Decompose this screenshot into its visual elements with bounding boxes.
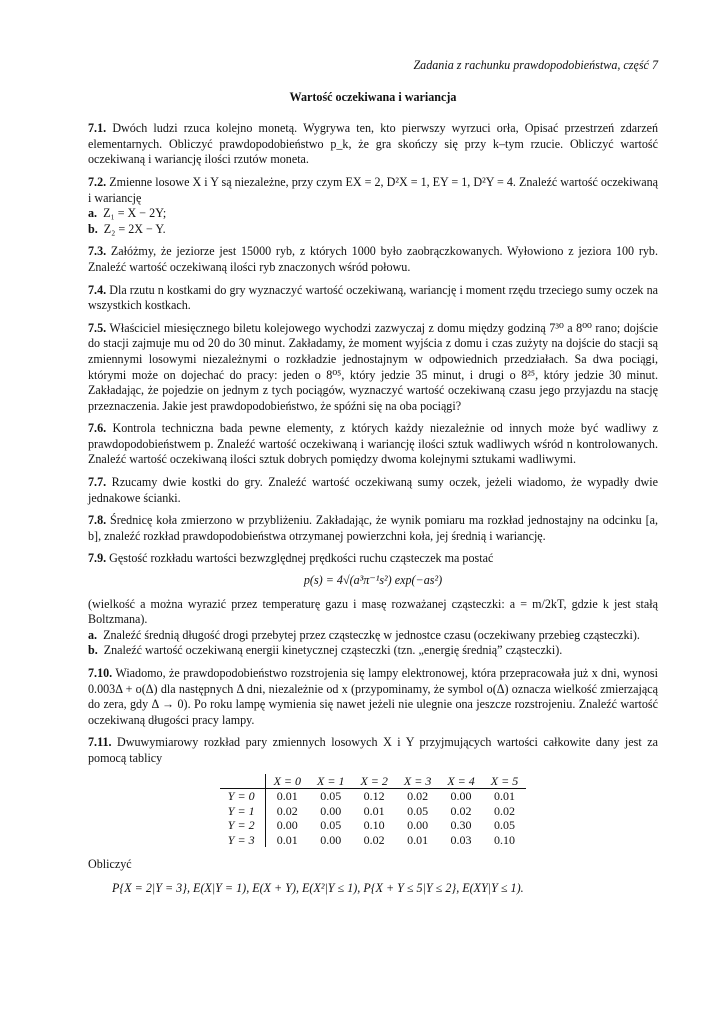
table-cell: 0.00 <box>276 818 298 833</box>
column-header: X = 5 <box>483 774 526 789</box>
problem-7-5 <box>88 321 658 415</box>
table-row <box>220 833 526 848</box>
problem-7-4 <box>88 283 658 314</box>
problem-number: 7.4. <box>88 282 107 297</box>
problem-number: 7.8. <box>88 513 107 528</box>
problem-text: Kontrola techniczna bada pewne elementy, z których każdy niezależnie od innych może być wadliwy z prawdopodobieństwem p. Znaleźć wartość oczekiwaną i wariancję ilości sztuk wadliwych wśród n kontrolowanych. Znaleźć wartość oczekiwaną ilości sztuk dobrych pomiędzy dwoma kolejnymi sztukami wadliwymi. <box>88 421 659 467</box>
problem-text: Wiadomo, że prawdopodobieństwo rozstrojenia się lampy elektronowej, która przepracowała już x dni, wynosi 0.003Δ + o(Δ) dla następnych Δ dni, niezależnie od x (przypominamy, że symbol o(Δ) oznacza wielkość zmierzającą do zera, gdy Δ → 0). Po roku lampę wymienia się nawet jeżeli nie ulegnie ona jeszcze rozstrojeniu. Znaleźć wartość oczekiwaną długości pracy lampy. <box>88 666 658 727</box>
compute-label: Obliczyć <box>88 857 132 872</box>
subpoint-text: Z₁ = X − 2Y; <box>103 206 167 221</box>
problem-7-7 <box>88 475 658 506</box>
problem-text: Dla rzutu n kostkami do gry wyznaczyć wartość oczekiwaną, wariancję i moment rzędu trzeciego sumy oczek na wszystkich kostkach. <box>88 282 658 313</box>
problem-number: 7.11. <box>88 735 112 750</box>
page-title: Wartość oczekiwana i wariancja <box>289 89 457 104</box>
table-cell: 0.05 <box>320 789 342 804</box>
table-cell: 0.01 <box>276 789 298 804</box>
table-cell: 0.02 <box>493 803 515 818</box>
table-cell: 0.01 <box>363 803 385 818</box>
table-cell: 0.00 <box>407 818 429 833</box>
problem-note: (wielkość a można wyrazić przez temperaturę gazu i masę rozważanej cząsteczki: a = m/2kT, gdzie k jest stałą Boltzmana). <box>88 596 658 627</box>
page-header: Zadania z rachunku prawdopodobieństwa, część 7 <box>413 58 658 72</box>
subpoint-label: b. <box>88 221 98 236</box>
table-cell: 0.02 <box>407 789 429 804</box>
problem-7-9 <box>88 551 658 659</box>
problem-number: 7.1. <box>88 121 107 136</box>
table-cell: 0.12 <box>363 789 385 804</box>
table-cell: 0.02 <box>363 832 385 847</box>
column-header: X = 0 <box>265 774 309 789</box>
problem-7-6 <box>88 421 658 468</box>
problem-text: Załóżmy, że jeziorze jest 15000 ryb, z których 1000 było zaobrączkowanych. Wyłowiono z jeziora 100 ryb. Znaleźć wartość oczekiwaną ilości ryb znaczonych wśród połowu. <box>88 244 659 274</box>
table-cell: 0.00 <box>450 789 472 804</box>
subpoint-label: b. <box>88 643 98 658</box>
problem-text: Dwóch ludzi rzuca kolejno monetą. Wygrywa ten, kto pierwszy wyrzuci orła, Opisać przestrzeń zdarzeń elementarnych. Obliczyć prawdopodobieństwo p_k, że gra skończy się przy k–tym rzucie. Obliczyć wartość oczekiwaną i wariancję ilości rzutów moneta. <box>88 121 658 167</box>
problem-text: Rzucamy dwie kostki do gry. Znaleźć wartość oczekiwaną sumy oczek, jeżeli wiadomo, że wypadły dwie jednakowe ścianki. <box>88 475 658 505</box>
subpoint-text: Znaleźć wartość oczekiwaną energii kinetycznej cząsteczki (tzn. „energię średnią” cząsteczki). <box>103 643 563 658</box>
column-header: X = 2 <box>352 774 395 789</box>
problem-number: 7.3. <box>88 244 107 259</box>
problem-number: 7.6. <box>88 421 107 436</box>
problem-text: Dwuwymiarowy rozkład pary zmiennych losowych X i Y przyjmujących wartości całkowite dany jest za pomocą tablicy <box>88 735 658 765</box>
subpoint-text: Znaleźć średnią długość drogi przebytej przez cząsteczkę w jednostce czasu (oczekiwany przebieg cząsteczki). <box>103 627 640 642</box>
problem-7-11 <box>88 735 658 766</box>
problem-number: 7.7. <box>88 475 107 490</box>
column-header: X = 4 <box>439 774 482 789</box>
problem-number: 7.2. <box>88 174 107 189</box>
table-cell: 0.02 <box>450 803 472 818</box>
subpoint-a <box>88 628 658 644</box>
table-cell: 0.05 <box>407 803 429 818</box>
row-header: Y = 0 <box>220 789 265 804</box>
table-cell: 0.00 <box>320 803 342 818</box>
problem-7-10 <box>88 666 658 728</box>
table-cell: 0.02 <box>276 803 298 818</box>
problem-text: Gęstość rozkładu wartości bezwzględnej prędkości ruchu cząsteczek ma postać <box>109 551 494 566</box>
density-formula: p(s) = 4√(a³π⁻¹s²) exp(−as²) <box>303 573 443 588</box>
problem-number: 7.9. <box>88 551 107 566</box>
table-row <box>220 789 526 804</box>
table-cell: 0.10 <box>363 818 385 833</box>
problem-7-2 <box>88 175 658 237</box>
subpoint-b <box>88 222 658 238</box>
compute-formulas: P{X = 2|Y = 3}, E(X|Y = 1), E(X + Y), E(X²|Y ≤ 1), P{X + Y ≤ 5|Y ≤ 2}, E(XY|Y ≤ 1). <box>112 880 524 895</box>
problem-7-8 <box>88 513 658 544</box>
table-header-row <box>220 774 526 789</box>
table-cell: 0.01 <box>493 789 515 804</box>
row-header: Y = 2 <box>220 818 265 833</box>
row-header: Y = 3 <box>220 833 265 848</box>
table-cell: 0.00 <box>320 832 342 847</box>
subpoint-label: a. <box>88 206 98 221</box>
problem-number: 7.10. <box>88 666 113 680</box>
row-header: Y = 1 <box>220 804 265 819</box>
joint-distribution-table <box>220 774 526 848</box>
table-corner <box>220 774 265 789</box>
subpoint-b <box>88 643 658 659</box>
subpoint-a <box>88 206 658 222</box>
column-header: X = 3 <box>396 774 439 789</box>
table-cell: 0.03 <box>450 832 472 847</box>
table-cell: 0.01 <box>407 832 429 847</box>
table-cell: 0.01 <box>276 832 298 847</box>
problem-text: Zmienne losowe X i Y są niezależne, przy czym EX = 2, D²X = 1, EY = 1, D²Y = 4. Znaleźć wartość oczekiwaną i wariancję <box>88 174 658 205</box>
column-header: X = 1 <box>309 774 352 789</box>
table-cell: 0.30 <box>450 818 472 833</box>
problem-text: Właściciel miesięcznego biletu kolejowego wychodzi zazwyczaj z domu między godziną 7³⁰ a 8⁰⁰ rano; dojście do stacji zajmuje mu od 20 do 30 minut. Zakładamy, że moment wyjścia z domu i czas zużyty na dojście do stacji są zmiennymi losowymi niezależnymi o rozkładzie jednostajnym w odpowiednich przedziałach. Sa dwa pociągi, którymi może on dojechać do pracy: jeden o 8⁰⁵, który jedzie 35 minut, i drugi o 8²⁵, który jedzie 30 minut. Zakładając, że pojedzie on jednym z tych pociągów, wyznaczyć wartość oczekiwaną czasu jego przyjazdu na stację przeznaczenia. Jakie jest prawdopodobieństwo, że spóźni się na oba pociągi? <box>88 320 658 413</box>
problem-7-3 <box>88 244 658 275</box>
subpoint-text: Z₂ = 2X − Y. <box>103 221 166 236</box>
table-cell: 0.05 <box>493 818 515 833</box>
problem-number: 7.5. <box>88 320 107 335</box>
subpoint-label: a. <box>88 627 98 642</box>
table-cell: 0.05 <box>320 818 342 833</box>
table-cell: 0.10 <box>493 832 515 847</box>
table-row <box>220 804 526 819</box>
problem-text: Średnicę koła zmierzono w przybliżeniu. Zakładając, że wynik pomiaru ma rozkład jednostajny na odcinku [a, b], znaleźć rozkład prawdopodobieństwa otrzymanej powierzchni koła, jej średnią i wariancję. <box>88 513 658 543</box>
table-row <box>220 818 526 833</box>
problem-7-1 <box>88 121 658 168</box>
